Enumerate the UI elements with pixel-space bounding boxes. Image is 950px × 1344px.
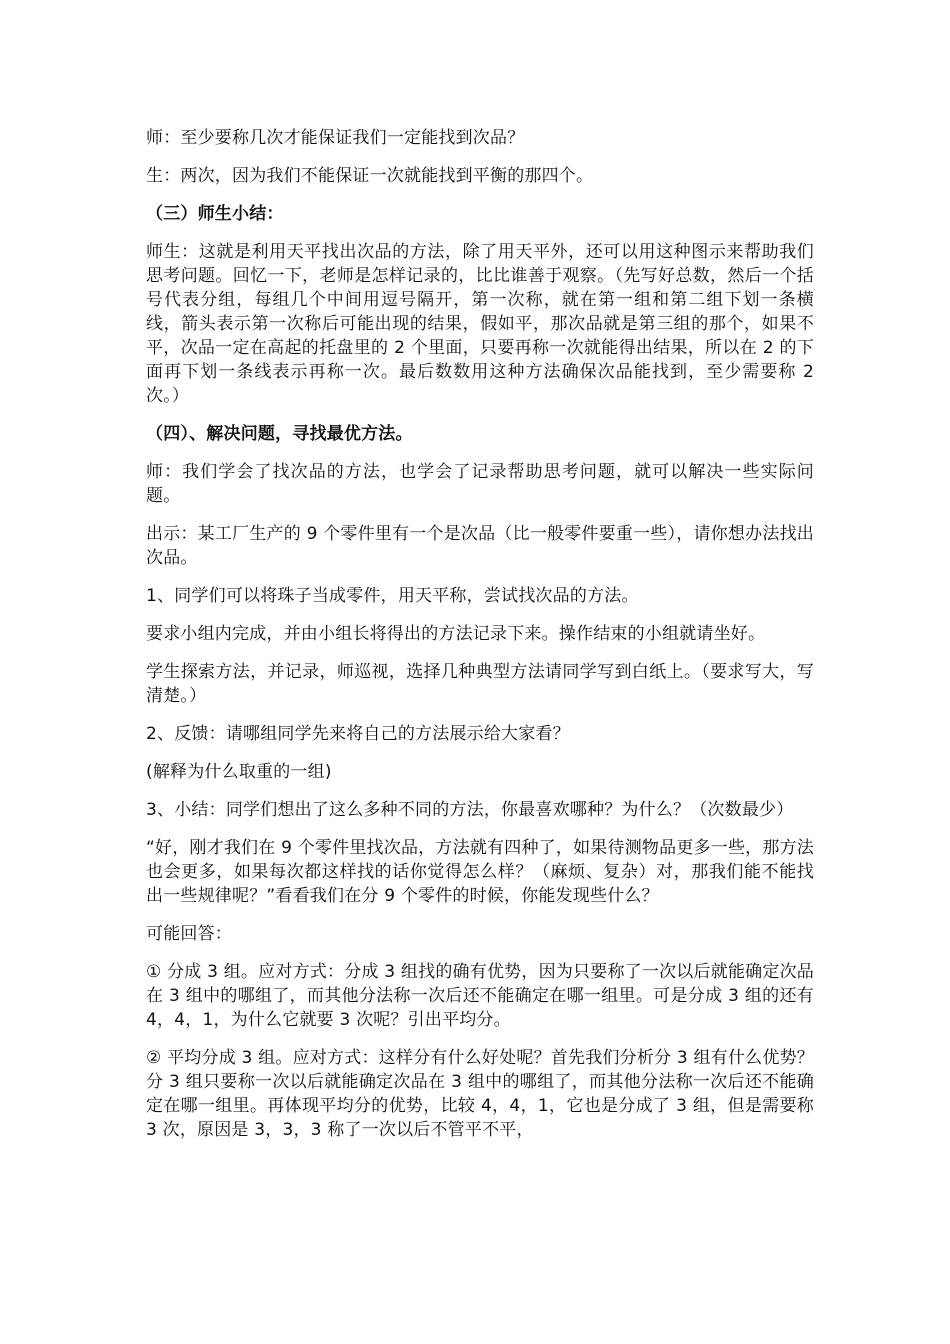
paragraph-3: 师生：这就是利用天平找出次品的方法，除了用天平外，还可以用这种图示来帮助我们思考问题。回忆一下，老师是怎样记录的，比比谁善于观察。（先写好总数，然后一个括号代表分组，每组几个中间用逗号隔开，第一次称，就在第一组和第二组下划一条横线，箭头表示第一次称后可能出现的结果，假如平，那次品就是第三组的那个，如果不平，次品一定在高起的托盘里的 2 个里面，只要再称一次就能得出结果，所以在 2 的下面再下划一条线表示再称一次。最后数数用这种方法确保次品能找到，至少需要称 2 次。） bbox=[146, 242, 814, 406]
paragraph-14: ① 分成 3 组。应对方式：分成 3 组找的确有优势，因为只要称了一次以后就能确定次品在 3 组中的哪组了，而其他分法称一次后还不能确定在哪一组里。可是分成 3 组的还有 4，4，1，为什么它就要 3 次呢？引出平均分。 bbox=[146, 962, 814, 1030]
paragraph-12: “好，刚才我们在 9 个零件里找次品，方法就有四种了，如果待测物品更多一些，那方法也会更多，如果每次都这样找的话你觉得怎么样？（麻烦、复杂）对，那我们能不能找出一些规律呢？”看看我们在分 9 个零件的时候，你能发现些什么？ bbox=[146, 838, 814, 906]
section-heading-summary: （三）师生小结： bbox=[146, 204, 284, 224]
paragraph-5: 出示：某工厂生产的 9 个零件里有一个是次品（比一般零件要重一些），请你想办法找出次品。 bbox=[146, 524, 814, 568]
document-page bbox=[146, 126, 814, 1156]
paragraph-10: (解释为什么取重的一组) bbox=[146, 762, 332, 782]
paragraph-11: 3、小结：同学们想出了这么多种不同的方法，你最喜欢哪种？为什么？（次数最少） bbox=[146, 800, 794, 820]
paragraph-13: 可能回答： bbox=[146, 924, 232, 944]
paragraph-7: 要求小组内完成，并由小组长将得出的方法记录下来。操作结束的小组就请坐好。 bbox=[146, 624, 766, 644]
paragraph-15: ② 平均分成 3 组。应对方式：这样分有什么好处呢？首先我们分析分 3 组有什么优势？分 3 组只要称一次以后就能确定次品在 3 组中的哪组了，而其他分法称一次后还不能确定在哪一组里。再体现平均分的优势，比较 4，4，1，它也是分成了 3 组，但是需要称 3 次，原因是 3，3，3 称了一次以后不管平不平， bbox=[146, 1048, 814, 1140]
paragraph-8: 学生探索方法，并记录，师巡视，选择几种典型方法请同学写到白纸上。（要求写大，写清楚。） bbox=[146, 662, 814, 706]
paragraph-1: 师：至少要称几次才能保证我们一定能找到次品？ bbox=[146, 128, 525, 148]
paragraph-9: 2、反馈：请哪组同学先来将自己的方法展示给大家看？ bbox=[146, 724, 570, 744]
paragraph-4: 师：我们学会了找次品的方法，也学会了记录帮助思考问题，就可以解决一些实际问题。 bbox=[146, 462, 814, 506]
section-heading-solve: （四）、解决问题，寻找最优方法。 bbox=[146, 424, 413, 444]
paragraph-2: 生：两次，因为我们不能保证一次就能找到平衡的那四个。 bbox=[146, 166, 594, 186]
paragraph-6: 1、同学们可以将珠子当成零件，用天平称，尝试找次品的方法。 bbox=[146, 586, 639, 606]
